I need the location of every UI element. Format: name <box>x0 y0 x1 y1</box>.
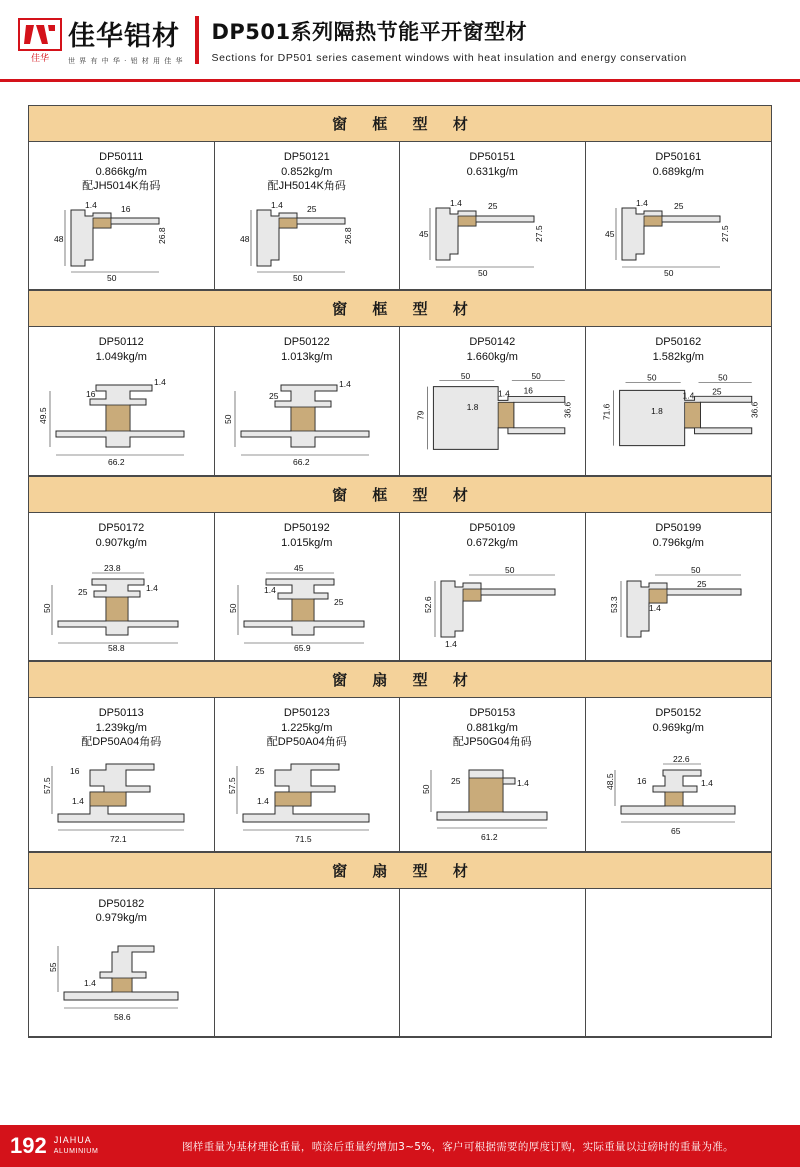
page-number: 192 <box>10 1133 47 1158</box>
dim-value: 1.4 <box>146 582 159 593</box>
dim-value: 1.4 <box>445 638 458 649</box>
profile-weight: 1.660kg/m <box>466 350 518 363</box>
profile-weight: 0.852kg/m <box>281 165 333 178</box>
dim-value: 1.8 <box>650 406 663 417</box>
footer-brand-cn: JIAHUA <box>53 1135 92 1145</box>
dim-value: 1.4 <box>635 198 648 208</box>
table-row <box>29 327 771 476</box>
profile-cell-dp50112 <box>29 327 215 476</box>
page-title: DP501系列隔热节能平开窗型材 <box>211 19 528 44</box>
profile-code: DP50162 <box>655 336 702 348</box>
dim-value: 25 <box>333 596 344 607</box>
dim-value: 25 <box>697 578 707 589</box>
profile-cell-dp50151 <box>400 142 586 290</box>
dim-value: 1.4 <box>682 390 694 401</box>
profile-cell-dp50199 <box>586 513 772 661</box>
jiahua-logo-icon <box>18 18 62 62</box>
dim-value: 48 <box>54 233 64 244</box>
profile-drawing <box>219 366 396 471</box>
dim-value: 49.5 <box>37 406 48 424</box>
profile-cell-empty-1 <box>215 889 401 1037</box>
dim-value: 50 <box>531 370 541 381</box>
dim-value: 79 <box>415 410 426 420</box>
profile-drawing <box>33 752 210 847</box>
dim-value: 50 <box>292 272 303 283</box>
dim-value: 1.4 <box>339 378 352 389</box>
profile-drawing <box>590 181 768 285</box>
profile-code: DP50142 <box>469 336 516 348</box>
dim-value: 71.5 <box>295 833 312 844</box>
dim-value: 45 <box>293 562 304 573</box>
dim-value: 50 <box>691 564 701 575</box>
dim-value: 25 <box>487 201 498 211</box>
dim-value: 55 <box>48 962 59 972</box>
profile-weight: 1.239kg/m <box>95 721 147 734</box>
profile-cell-dp50111 <box>29 142 215 290</box>
dim-value: 1.4 <box>71 795 84 806</box>
dim-value: 50 <box>717 372 728 383</box>
dim-value: 50 <box>227 603 238 613</box>
profile-drawing <box>590 737 768 847</box>
profile-cell-dp50109 <box>400 513 586 661</box>
dim-value: 53.3 <box>609 595 620 613</box>
svg-text:佳华: 佳华 <box>30 53 50 64</box>
profile-drawing <box>404 366 581 471</box>
dim-value: 36.6 <box>562 401 573 419</box>
profile-note: 配DP50A04角码 <box>266 736 347 748</box>
dim-value: 72.1 <box>109 833 127 844</box>
dim-value: 16 <box>85 388 96 399</box>
dim-value: 61.2 <box>481 831 498 842</box>
profile-code: DP50192 <box>283 522 330 534</box>
dim-value: 45 <box>604 229 615 239</box>
table-row <box>29 513 771 661</box>
profile-code: DP50199 <box>655 522 702 534</box>
profile-code: DP50153 <box>469 707 516 719</box>
dim-value: 1.4 <box>498 388 510 399</box>
table-row <box>29 698 771 852</box>
profile-drawing <box>219 196 396 286</box>
dim-value: 25 <box>673 201 684 211</box>
footer-page-block <box>0 1125 130 1167</box>
profile-cell-dp50161 <box>586 142 772 290</box>
profile-cell-dp50142 <box>400 327 586 476</box>
profile-drawing <box>590 552 768 656</box>
dim-value: 57.5 <box>227 776 238 794</box>
dim-value: 26.8 <box>342 227 353 244</box>
profile-note: 配JH5014K角码 <box>82 180 161 192</box>
dim-value: 16 <box>69 765 80 776</box>
profile-weight: 0.672kg/m <box>466 536 518 549</box>
profile-cell-dp50152 <box>586 698 772 852</box>
profile-weight: 1.013kg/m <box>281 350 333 363</box>
dim-value: 50 <box>42 603 53 613</box>
profile-weight: 0.631kg/m <box>466 165 518 178</box>
dim-value: 25 <box>306 203 317 214</box>
dim-value: 16 <box>523 385 533 396</box>
profile-table <box>28 105 772 1038</box>
dim-value: 16 <box>637 776 647 787</box>
dim-value: 1.4 <box>257 795 270 806</box>
profile-cell-empty-2 <box>400 889 586 1037</box>
profile-code: DP50172 <box>98 522 145 534</box>
profile-cell-dp50172 <box>29 513 215 661</box>
dim-value: 1.4 <box>649 602 662 613</box>
dim-value: 45 <box>418 229 429 239</box>
dim-value: 1.4 <box>153 376 166 387</box>
dim-value: 50 <box>477 268 488 278</box>
footer-note: 图样重量为基材理论重量，喷涂后重量约增加3~5%，客户可根据需要的厚度订购，实际重量以过磅时的重量为准。 <box>130 1125 800 1167</box>
dim-value: 52.6 <box>423 595 434 613</box>
dim-value: 71.6 <box>601 403 612 420</box>
profile-weight: 1.049kg/m <box>95 350 147 363</box>
profile-cell-dp50113 <box>29 698 215 852</box>
profile-weight: 0.866kg/m <box>95 165 147 178</box>
profile-cell-dp50162 <box>586 327 772 476</box>
profile-code: DP50113 <box>98 707 144 719</box>
dim-value: 1.8 <box>466 402 479 413</box>
profile-note: 配DP50A04角码 <box>81 736 162 748</box>
dim-value: 65 <box>671 826 681 837</box>
dim-value: 65.9 <box>293 642 311 652</box>
dim-value: 58.8 <box>108 642 125 652</box>
dim-value: 50 <box>107 272 117 283</box>
dim-value: 1.4 <box>449 198 462 208</box>
profile-note: 配JP50G04角码 <box>452 736 532 748</box>
profile-code: DP50151 <box>469 151 516 163</box>
profile-drawing <box>404 752 581 847</box>
page-subtitle: Sections for DP501 series casement windows with heat insulation and energy conservation <box>211 51 687 64</box>
profile-drawing <box>33 366 210 471</box>
profile-cell-dp50182 <box>29 889 215 1037</box>
dim-value: 1.4 <box>517 777 530 788</box>
dim-value: 25 <box>269 390 279 401</box>
profile-cell-dp50121 <box>215 142 401 290</box>
profile-weight: 0.689kg/m <box>652 165 704 178</box>
profile-code: DP50122 <box>283 336 330 348</box>
dim-value: 25 <box>451 775 461 786</box>
footer-brand-en: ALUMINIUM <box>53 1148 99 1155</box>
section-band-frame-1: 窗 框 型 材 <box>29 106 771 142</box>
dim-value: 16 <box>121 203 131 214</box>
profile-drawing <box>219 752 396 847</box>
profile-cell-dp50123 <box>215 698 401 852</box>
page-header <box>0 0 800 82</box>
table-row <box>29 142 771 290</box>
section-band-sash-1: 窗 扇 型 材 <box>29 661 771 698</box>
dim-value: 25 <box>711 386 722 397</box>
dim-value: 27.5 <box>533 225 544 242</box>
dim-value: 50 <box>460 370 471 381</box>
profile-drawing <box>33 196 210 286</box>
dim-value: 66.2 <box>107 456 125 467</box>
profile-note: 配JH5014K角码 <box>267 180 346 192</box>
profile-drawing <box>219 552 396 656</box>
profile-code: DP50182 <box>98 897 145 910</box>
profile-weight: 0.979kg/m <box>95 912 147 924</box>
profile-drawing <box>33 552 210 656</box>
dim-value: 50 <box>663 268 674 278</box>
table-row <box>29 889 771 1037</box>
profile-code: DP50123 <box>283 707 330 719</box>
profile-drawing <box>404 181 581 285</box>
profile-drawing <box>33 928 210 1032</box>
brand-name-cn: 佳华铝材 <box>68 20 180 52</box>
dim-value: 22.6 <box>673 754 690 765</box>
profile-weight: 0.796kg/m <box>652 536 704 549</box>
dim-value: 23.8 <box>104 562 121 573</box>
dim-value: 50 <box>421 784 432 794</box>
dim-value: 1.4 <box>85 199 98 210</box>
section-band-frame-3: 窗 框 型 材 <box>29 476 771 513</box>
dim-value: 50 <box>646 372 657 383</box>
profile-weight: 0.907kg/m <box>95 536 147 549</box>
profile-code: DP50121 <box>283 151 330 163</box>
profile-cell-empty-3 <box>586 889 772 1037</box>
profile-weight: 1.225kg/m <box>281 721 333 734</box>
profile-code: DP50111 <box>99 151 144 163</box>
profile-cell-dp50122 <box>215 327 401 476</box>
dim-value: 1.4 <box>84 978 97 988</box>
dim-value: 50 <box>223 414 234 424</box>
profile-code: DP50112 <box>98 336 144 348</box>
profile-code: DP50161 <box>655 151 702 163</box>
profile-weight: 1.015kg/m <box>281 536 333 549</box>
dim-value: 48.5 <box>605 773 616 791</box>
dim-value: 36.6 <box>749 401 760 419</box>
dim-value: 1.4 <box>270 199 283 210</box>
dim-value: 50 <box>505 564 515 575</box>
dim-value: 48 <box>239 233 250 244</box>
profile-weight: 0.881kg/m <box>466 721 518 734</box>
profile-code: DP50109 <box>469 522 516 534</box>
dim-value: 57.5 <box>41 776 52 794</box>
dim-value: 25 <box>78 586 88 597</box>
profile-weight: 1.582kg/m <box>652 350 704 363</box>
dim-value: 66.2 <box>293 456 310 467</box>
dim-value: 25 <box>255 765 265 776</box>
header-divider <box>195 16 199 64</box>
profile-cell-dp50153 <box>400 698 586 852</box>
brand-logo <box>18 14 183 66</box>
dim-value: 27.5 <box>719 225 730 242</box>
page-footer <box>0 1125 800 1167</box>
section-band-sash-2: 窗 扇 型 材 <box>29 852 771 889</box>
dim-value: 26.8 <box>157 227 168 244</box>
profile-code: DP50152 <box>655 707 702 719</box>
profile-drawing <box>404 552 581 656</box>
section-band-frame-2: 窗 框 型 材 <box>29 290 771 327</box>
profile-weight: 0.969kg/m <box>652 721 704 734</box>
brand-slogan: 世 界 有 中 华 · 铝 材 用 佳 华 <box>68 56 184 65</box>
dim-value: 58.6 <box>114 1012 131 1022</box>
profile-cell-dp50192 <box>215 513 401 661</box>
dim-value: 1.4 <box>701 778 714 789</box>
dim-value: 1.4 <box>263 584 276 595</box>
profile-drawing <box>590 366 768 471</box>
